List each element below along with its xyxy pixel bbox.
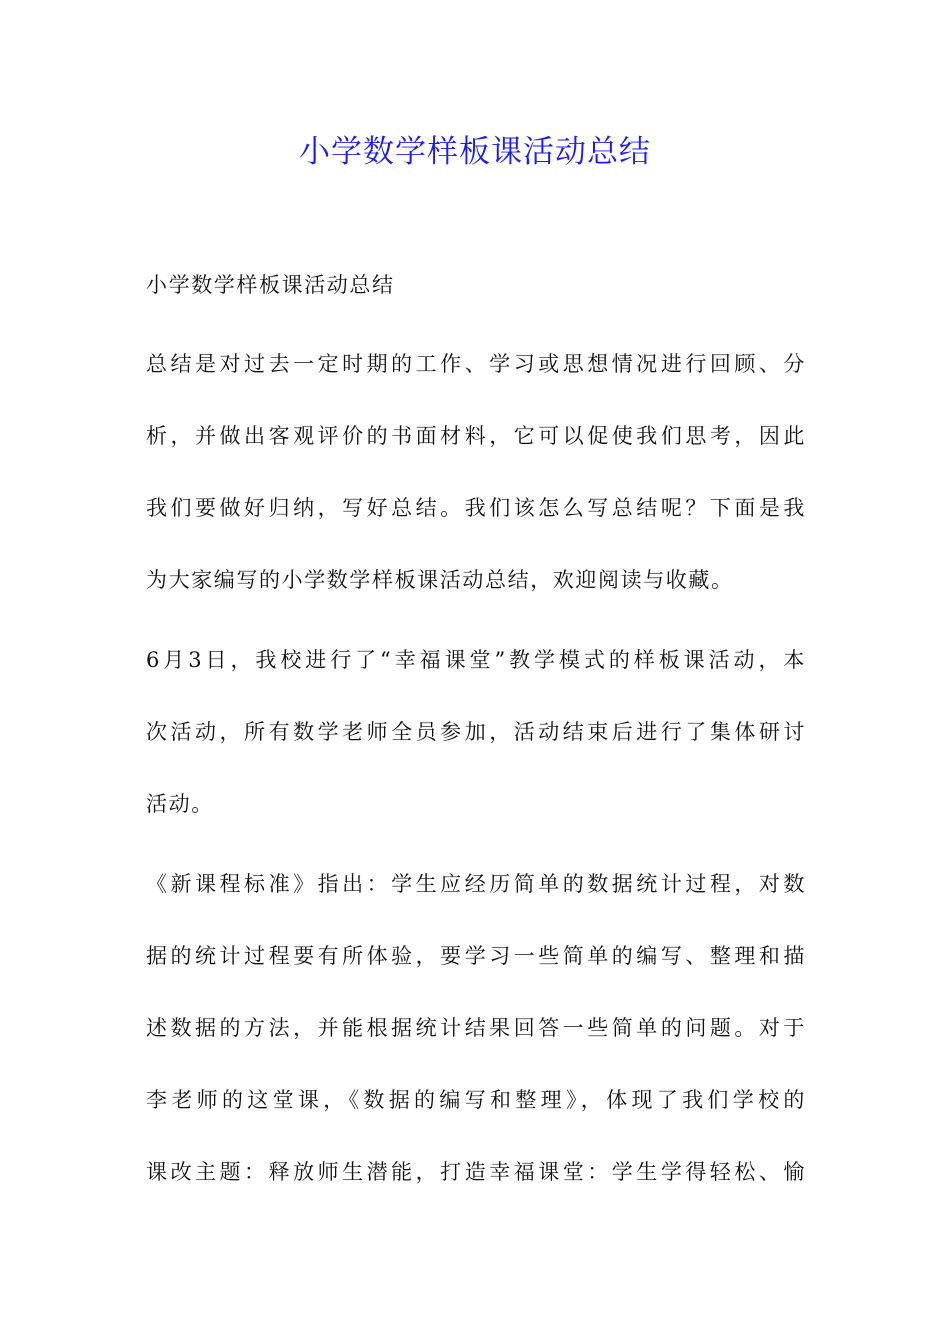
paragraph-line: 为大家编写的小学数学样板课活动总结，欢迎阅读与收藏。 <box>146 568 734 592</box>
paragraph-standard <box>146 848 806 1208</box>
paragraph-line: 据的统计过程要有所体验，要学习一些简单的编写、整理和描 <box>146 944 806 968</box>
paragraph-line: 课改主题：释放师生潜能，打造幸福课堂：学生学得轻松、愉 <box>146 1160 806 1184</box>
paragraph-line: 6月3日，我校进行了“幸福课堂”教学模式的样板课活动，本 <box>146 648 806 672</box>
paragraph-line: 次活动，所有数学老师全员参加，活动结束后进行了集体研讨 <box>146 720 806 744</box>
paragraph-line: 我们要做好归纳，写好总结。我们该怎么写总结呢？下面是我 <box>146 496 806 520</box>
paragraph-line: 总结是对过去一定时期的工作、学习或思想情况进行回顾、分 <box>146 352 806 376</box>
paragraph-line: 析，并做出客观评价的书面材料，它可以促使我们思考，因此 <box>146 424 806 448</box>
paragraph-line: 《新课程标准》指出：学生应经历简单的数据统计过程，对数 <box>146 872 806 896</box>
paragraph-line: 李老师的这堂课，《数据的编写和整理》，体现了我们学校的 <box>146 1088 806 1112</box>
document-subheading: 小学数学样板课活动总结 <box>146 273 395 297</box>
document-title: 小学数学样板课活动总结 <box>299 134 651 170</box>
paragraph-event <box>146 624 806 840</box>
paragraph-intro <box>146 328 806 616</box>
paragraph-line: 活动。 <box>146 792 214 816</box>
paragraph-line: 述数据的方法，并能根据统计结果回答一些简单的问题。对于 <box>146 1016 806 1040</box>
